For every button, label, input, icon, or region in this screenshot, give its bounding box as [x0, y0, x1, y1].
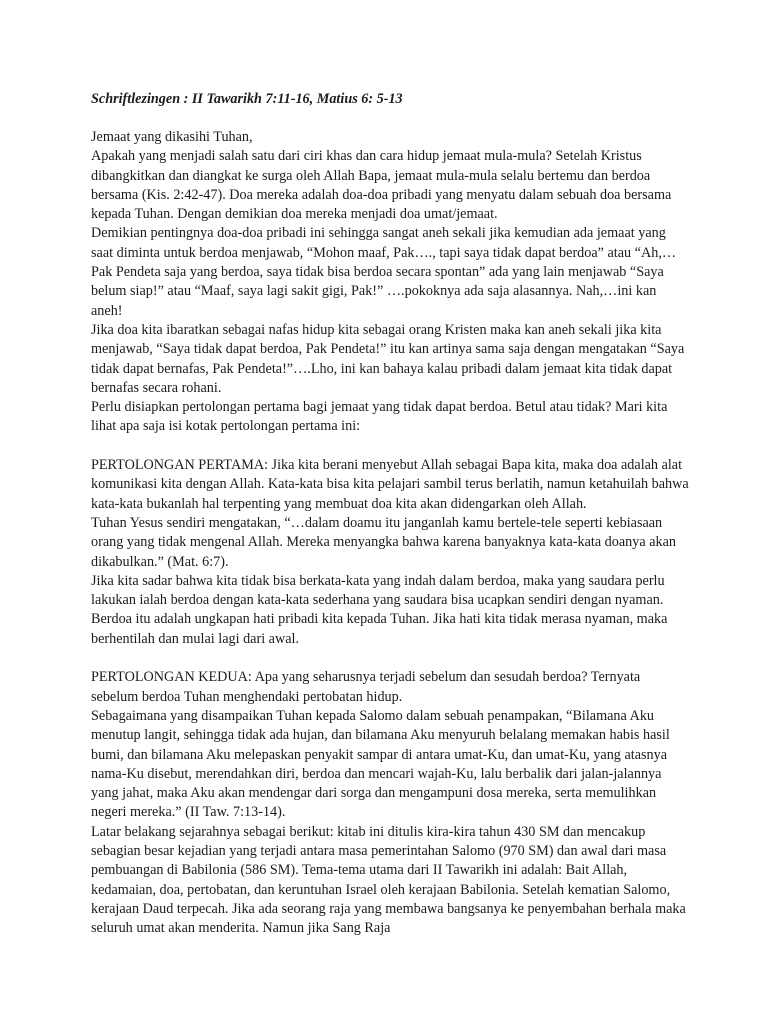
paragraph-first-aid-intro: Perlu disiapkan pertolongan pertama bagi jemaat yang tidak dapat berdoa. Betul atau tidak? Mari kita lihat apa saja isi kotak pertolongan pertama ini: — [91, 399, 668, 435]
paragraph-first-aid-one: PERTOLONGAN PERTAMA: Jika kita berani menyebut Allah sebagai Bapa kita, maka doa adalah alat komunikasi kita dengan Allah. Kata-kata bisa kita pelajari sambil terus berlatih, namun ketahuilah bahwa kata-kata bukanlah hal terpenting yang membuat doa kita akan didengarkan oleh Allah. — [91, 457, 689, 512]
paragraph-gap — [91, 437, 691, 456]
paragraph-jesus-quote: Tuhan Yesus sendiri mengatakan, “…dalam doamu itu janganlah kamu bertele-tele seperti kebiasaan orang yang tidak mengenal Allah. Mereka menyangka bahwa karena banyaknya kata-kata doanya akan dikabulkan.” (Mat. 6:7). — [91, 514, 676, 570]
paragraph-solomon-quote: Sebagaimana yang disampaikan Tuhan kepada Salomo dalam sebuah penampakan, “Bilamana Aku menutup langit, sehingga tidak ada hujan, dan bilamana Aku menyuruh belalang memakan habis hasil bumi, dan bilamana Aku melepaskan penyakit sampar di antara umat-Ku, dan umat-Ku, yang atasnya nama-Ku disebut, merendahkan diri, berdoa dan mencari wajah-Ku, lalu berbalik dari jalan-jalannya yang jahat, maka Aku akan mendengar dari sorga dan mengampuni dosa mereka, serta memulihkan negeri mereka.” (II Taw. 7:13-14). — [91, 707, 670, 821]
paragraph-early-church: Apakah yang menjadi salah satu dari ciri khas dan cara hidup jemaat mula-mula? Setelah Kristus dibangkitkan dan diangkat ke surga oleh Allah Bapa, jemaat mula-mula selalu bertemu dan berdoa bersama (Kis. 2:42-47). Doa mereka adalah doa-doa pribadi yang menyatu dalam sebuah doa bersama kepada Tuhan. Dengan demikian doa mereka menjadi doa umat/jemaat. — [91, 148, 672, 223]
paragraph-personal-prayer: Demikian pentingnya doa-doa pribadi ini sehingga sangat aneh sekali jika kemudian ada jemaat yang saat diminta untuk berdoa menjawab, “Mohon maaf, Pak…., tapi saya tidak dapat berdoa” atau “Ah,…Pak Pendeta saja yang berdoa, saya tidak bisa berdoa secara spontan” ada yang lain menjawab “Saya belum siap!” atau “Maaf, saya lagi sakit gigi, Pak!” ….pokoknya ada saja alasannya. Nah,…ini kan aneh! — [91, 225, 677, 319]
paragraph-first-aid-two: PERTOLONGAN KEDUA: Apa yang seharusnya terjadi sebelum dan sesudah berdoa? Ternyata sebelum berdoa Tuhan menghendaki pertobatan hidup. — [91, 669, 641, 705]
paragraph-breath-of-life: Jika doa kita ibaratkan sebagai nafas hidup kita sebagai orang Kristen maka kan aneh sekali jika kita menjawab, “Saya tidak dapat berdoa, Pak Pendeta!” itu kan artinya sama saja dengan mengatakan “Saya tidak dapat bernafas, Pak Pendeta!”….Lho, ini kan bahaya kalau pribadi dalam jemaat kita tidak dapat bernafas secara rohani. — [91, 321, 685, 396]
paragraph-historical-background: Latar belakang sejarahnya sebagai berikut: kitab ini ditulis kira-kira tahun 430 SM dan mencakup sebagian besar kejadian yang terjadi antara masa pemerintahan Salomo (970 SM) dan awal dari masa pembuangan di Babilonia (586 SM). Tema-tema utama dari II Tawarikh ini adalah: Bait Allah, kedamaian, doa, pertobatan, dan keruntuhan Israel oleh kerajaan Babilonia. Setelah kematian Salomo, kerajaan Daud terpecah. Jika ada seorang raja yang membawa bangsanya ke penyembahan berhala maka seluruh umat akan menderita. Namun jika Sang Raja — [91, 823, 686, 937]
scripture-reading-title: Schriftlezingen : II Tawarikh 7:11-16, Matius 6: 5-13 — [91, 91, 403, 107]
paragraph-simple-words: Jika kita sadar bahwa kita tidak bisa berkata-kata yang indah dalam berdoa, maka yang saudara perlu lakukan ialah berdoa dengan kata-kata sederhana yang saudara bisa ucapkan sendiri dengan nyaman. Berdoa itu adalah ungkapan hati pribadi kita kepada Tuhan. Jika hati kita tidak merasa nyaman, maka berhentilah dan mulai lagi dari awal. — [91, 572, 668, 647]
paragraph-greeting: Jemaat yang dikasihi Tuhan, — [91, 129, 253, 145]
document-page — [91, 90, 691, 938]
paragraph-gap — [91, 649, 691, 668]
